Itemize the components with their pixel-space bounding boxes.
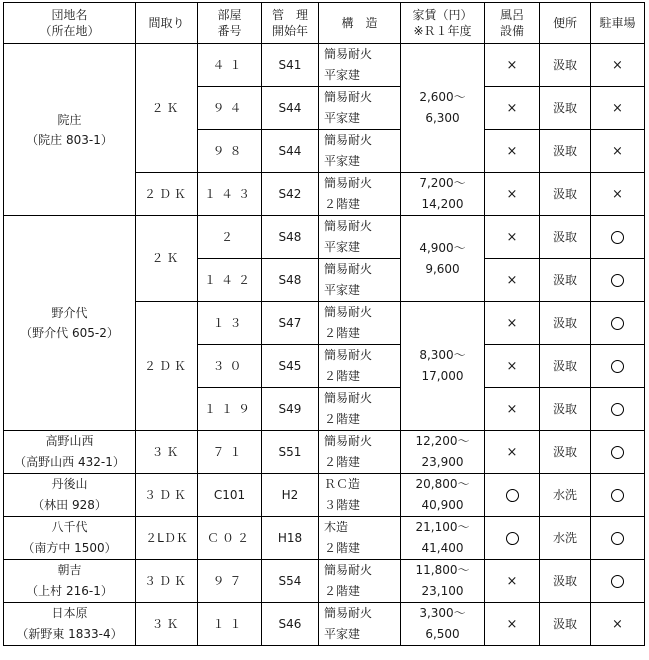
layout-cell: ２ＤＫ: [136, 173, 198, 216]
layout-cell: ３ＤＫ: [136, 474, 198, 517]
rent-cell: 12,200～ 23,900: [401, 431, 485, 474]
parking-mark: [591, 474, 645, 517]
header-room-number: 部屋 番号: [198, 3, 262, 44]
room-number: ９４: [198, 87, 262, 130]
circle-mark-icon: [611, 446, 624, 459]
table-row: [4, 216, 645, 259]
bath-mark: ×: [485, 302, 540, 345]
table-row: [4, 474, 645, 517]
toilet-type: 汲取: [540, 130, 591, 173]
start-year: S51: [262, 431, 319, 474]
bath-mark: ×: [485, 259, 540, 302]
toilet-type: 汲取: [540, 44, 591, 87]
start-year: S49: [262, 388, 319, 431]
table-row: [4, 603, 645, 646]
bath-mark: ×: [485, 431, 540, 474]
bath-mark: ×: [485, 388, 540, 431]
parking-mark: ×: [591, 173, 645, 216]
parking-mark: [591, 302, 645, 345]
room-number: ２: [198, 216, 262, 259]
circle-mark-icon: [506, 489, 519, 502]
start-year: S44: [262, 87, 319, 130]
room-number: １１: [198, 603, 262, 646]
rent-cell: 20,800～ 40,900: [401, 474, 485, 517]
circle-mark-icon: [611, 489, 624, 502]
layout-cell: ２ＤＫ: [136, 302, 198, 431]
room-number: ４１: [198, 44, 262, 87]
start-year: S48: [262, 216, 319, 259]
toilet-type: 汲取: [540, 388, 591, 431]
complex-cell-takanoyamanishi: 高野山西 （高野山西 432-1）: [4, 431, 136, 474]
parking-mark: [591, 259, 645, 302]
table-row: [4, 44, 645, 87]
rent-cell: 4,900～ 9,600: [401, 216, 485, 302]
header-toilet: 便所: [540, 3, 591, 44]
structure-cell: 簡易耐火 ２階建: [319, 173, 401, 216]
circle-mark-icon: [506, 532, 519, 545]
table-row: [4, 560, 645, 603]
table-row: [4, 431, 645, 474]
parking-mark: [591, 431, 645, 474]
rent-cell: 7,200～ 14,200: [401, 173, 485, 216]
layout-cell: ３Ｋ: [136, 431, 198, 474]
bath-mark: [485, 517, 540, 560]
bath-mark: ×: [485, 345, 540, 388]
parking-mark: [591, 345, 645, 388]
start-year: S42: [262, 173, 319, 216]
circle-mark-icon: [611, 403, 624, 416]
layout-cell: ３Ｋ: [136, 603, 198, 646]
structure-cell: 簡易耐火 平家建: [319, 259, 401, 302]
rent-cell: 11,800～ 23,100: [401, 560, 485, 603]
toilet-type: 水洗: [540, 517, 591, 560]
rent-cell: 8,300～ 17,000: [401, 302, 485, 431]
structure-cell: 木造 ２階建: [319, 517, 401, 560]
room-number: ９７: [198, 560, 262, 603]
toilet-type: 汲取: [540, 560, 591, 603]
parking-mark: ×: [591, 603, 645, 646]
parking-mark: ×: [591, 87, 645, 130]
room-number: C101: [198, 474, 262, 517]
bath-mark: ×: [485, 216, 540, 259]
structure-cell: 簡易耐火 平家建: [319, 130, 401, 173]
header-complex-name: 団地名 （所在地）: [4, 3, 136, 44]
complex-cell-tangoyama: 丹後山 （林田 928）: [4, 474, 136, 517]
housing-table-wrapper: [3, 2, 645, 646]
bath-mark: ×: [485, 130, 540, 173]
parking-mark: [591, 517, 645, 560]
circle-mark-icon: [611, 575, 624, 588]
rent-cell: 2,600～ 6,300: [401, 44, 485, 173]
header-management-start: 管 理 開始年: [262, 3, 319, 44]
complex-cell-yachiyo: 八千代 （南方中 1500）: [4, 517, 136, 560]
structure-cell: 簡易耐火 平家建: [319, 44, 401, 87]
table-row: [4, 517, 645, 560]
layout-cell: ２Ｋ: [136, 216, 198, 302]
parking-mark: [591, 560, 645, 603]
structure-cell: ＲＣ造 ３階建: [319, 474, 401, 517]
toilet-type: 汲取: [540, 173, 591, 216]
complex-cell-asahi: 朝吉 （上村 216-1）: [4, 560, 136, 603]
header-parking: 駐車場: [591, 3, 645, 44]
bath-mark: [485, 474, 540, 517]
parking-mark: ×: [591, 130, 645, 173]
structure-cell: 簡易耐火 ２階建: [319, 560, 401, 603]
structure-cell: 簡易耐火 ２階建: [319, 388, 401, 431]
header-row: [4, 3, 645, 44]
room-number: １４２: [198, 259, 262, 302]
bath-mark: ×: [485, 560, 540, 603]
room-number: １３: [198, 302, 262, 345]
complex-cell-nokaishiro: 野介代 （野介代 605-2）: [4, 216, 136, 431]
toilet-type: 汲取: [540, 259, 591, 302]
toilet-type: 汲取: [540, 216, 591, 259]
start-year: S44: [262, 130, 319, 173]
bath-mark: ×: [485, 87, 540, 130]
toilet-type: 汲取: [540, 603, 591, 646]
start-year: H2: [262, 474, 319, 517]
structure-cell: 簡易耐火 ２階建: [319, 302, 401, 345]
layout-cell: ２LＤＫ: [136, 517, 198, 560]
structure-cell: 簡易耐火 平家建: [319, 603, 401, 646]
header-rent: 家賃（円） ※Ｒ１年度: [401, 3, 485, 44]
toilet-type: 汲取: [540, 87, 591, 130]
start-year: H18: [262, 517, 319, 560]
parking-mark: ×: [591, 44, 645, 87]
start-year: S54: [262, 560, 319, 603]
start-year: S46: [262, 603, 319, 646]
room-number: １４３: [198, 173, 262, 216]
structure-cell: 簡易耐火 ２階建: [319, 431, 401, 474]
complex-cell-inosho: 院庄 （院庄 803-1）: [4, 44, 136, 216]
room-number: Ｃ０２: [198, 517, 262, 560]
rent-cell: 3,300～ 6,500: [401, 603, 485, 646]
circle-mark-icon: [611, 231, 624, 244]
circle-mark-icon: [611, 360, 624, 373]
bath-mark: ×: [485, 44, 540, 87]
start-year: S48: [262, 259, 319, 302]
header-structure: 構 造: [319, 3, 401, 44]
municipal-housing-table: [3, 2, 645, 646]
structure-cell: 簡易耐火 ２階建: [319, 345, 401, 388]
bath-mark: ×: [485, 173, 540, 216]
layout-cell: ２Ｋ: [136, 44, 198, 173]
bath-mark: ×: [485, 603, 540, 646]
room-number: ９８: [198, 130, 262, 173]
header-layout: 間取り: [136, 3, 198, 44]
room-number: ７１: [198, 431, 262, 474]
start-year: S41: [262, 44, 319, 87]
circle-mark-icon: [611, 532, 624, 545]
toilet-type: 汲取: [540, 431, 591, 474]
start-year: S47: [262, 302, 319, 345]
toilet-type: 水洗: [540, 474, 591, 517]
toilet-type: 汲取: [540, 345, 591, 388]
layout-cell: ３ＤＫ: [136, 560, 198, 603]
toilet-type: 汲取: [540, 302, 591, 345]
structure-cell: 簡易耐火 平家建: [319, 216, 401, 259]
circle-mark-icon: [611, 274, 624, 287]
room-number: ３０: [198, 345, 262, 388]
parking-mark: [591, 216, 645, 259]
rent-cell: 21,100～ 41,400: [401, 517, 485, 560]
structure-cell: 簡易耐火 平家建: [319, 87, 401, 130]
header-bath: 風呂 設備: [485, 3, 540, 44]
complex-cell-nihonbara: 日本原 （新野東 1833-4）: [4, 603, 136, 646]
parking-mark: [591, 388, 645, 431]
start-year: S45: [262, 345, 319, 388]
circle-mark-icon: [611, 317, 624, 330]
room-number: １１９: [198, 388, 262, 431]
